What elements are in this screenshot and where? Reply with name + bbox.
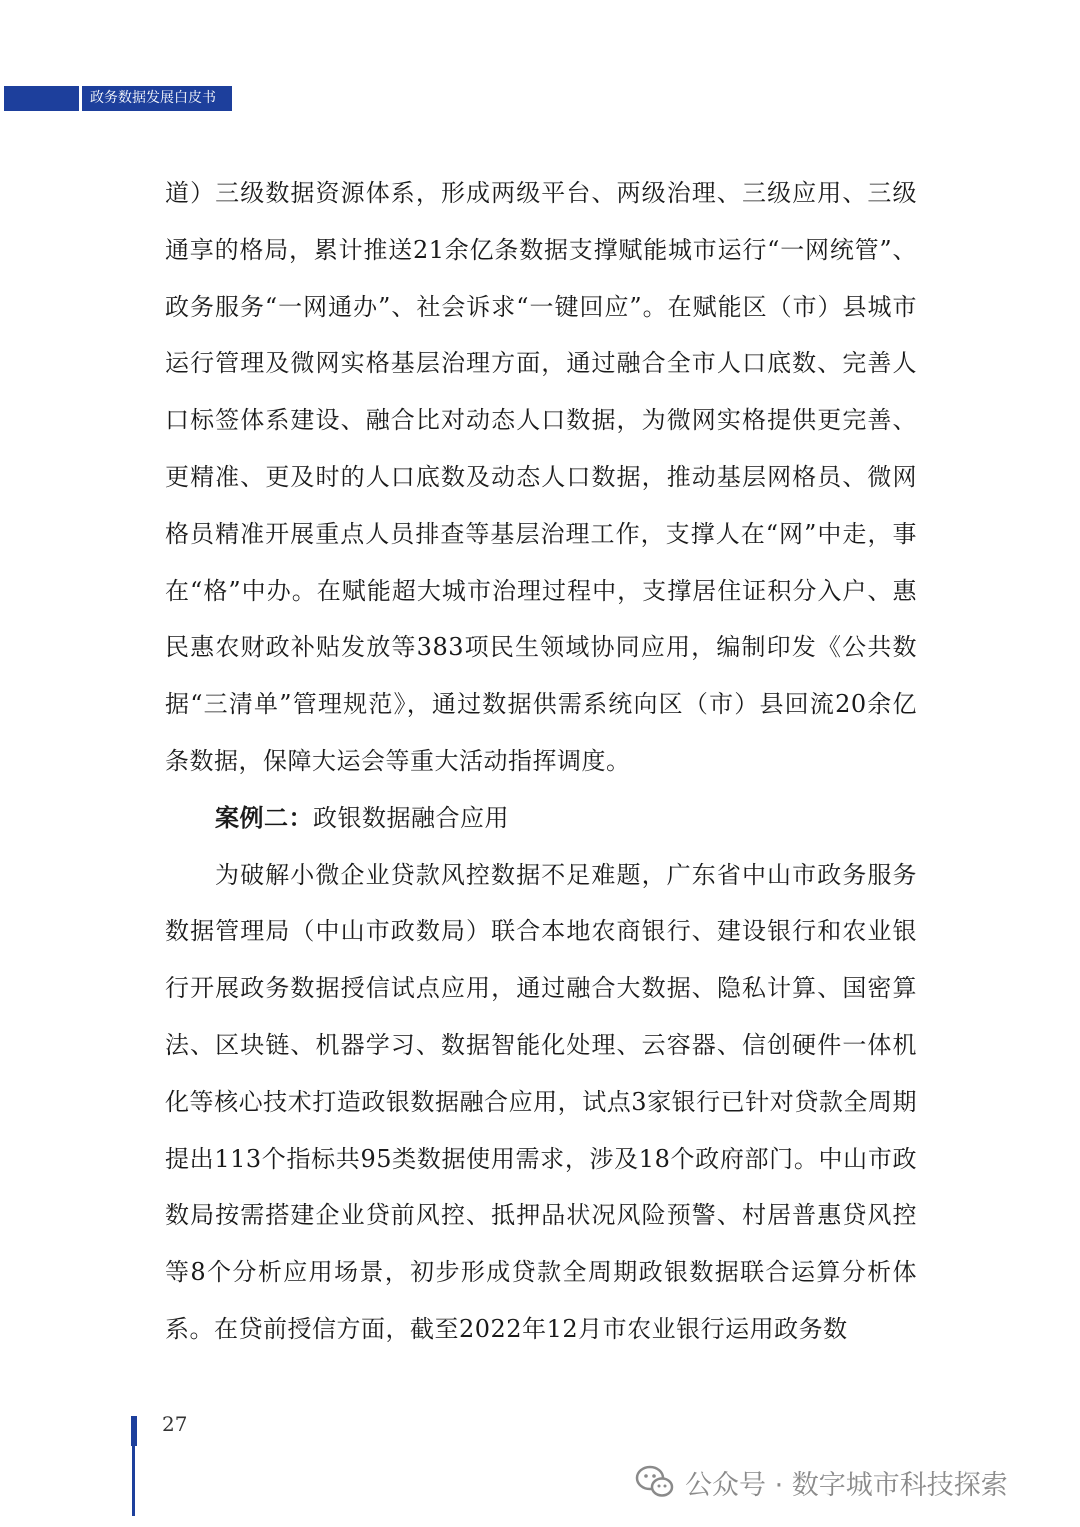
header-accent-block bbox=[4, 86, 79, 111]
case-heading bbox=[165, 790, 917, 847]
wechat-watermark bbox=[635, 1462, 1008, 1502]
case-label: 案例二： bbox=[215, 802, 313, 832]
page-number: 27 bbox=[162, 1412, 188, 1436]
running-header bbox=[0, 86, 232, 111]
footer-rule-accent bbox=[131, 1416, 137, 1446]
header-title: 政务数据发展白皮书 bbox=[82, 86, 232, 111]
case-title: 政银数据融合应用 bbox=[313, 803, 509, 832]
paragraph-continued: 道）三级数据资源体系，形成两级平台、两级治理、三级应用、三级通享的格局，累计推送21余亿条数据支撑赋能城市运行“一网统管”、政务服务“一网通办”、社会诉求“一键回应”。在赋能区（市）县城市运行管理及微网实格基层治理方面，通过融合全市人口底数、完善人口标签体系建设、融合比对动态人口数据，为微网实格提供更完善、更精准、更及时的人口底数及动态人口数据，推动基层网格员、微网格员精准开展重点人员排查等基层治理工作，支撑人在“网”中走，事在“格”中办。在赋能超大城市治理过程中，支撑居住证积分入户、惠民惠农财政补贴发放等383项民生领域协同应用，编制印发《公共数据“三清单”管理规范》，通过数据供需系统向区（市）县回流20余亿条数据，保障大运会等重大活动指挥调度。 bbox=[165, 179, 917, 775]
wechat-icon bbox=[635, 1465, 675, 1499]
watermark-text: 公众号 · 数字城市科技探索 bbox=[685, 1469, 1008, 1501]
body-content bbox=[165, 165, 917, 1358]
paragraph-case-two: 为破解小微企业贷款风控数据不足难题，广东省中山市政务服务数据管理局（中山市政数局）联合本地农商银行、建设银行和农业银行开展政务数据授信试点应用，通过融合大数据、隐私计算、国密算法、区块链、机器学习、数据智能化处理、云容器、信创硬件一体机化等核心技术打造政银数据融合应用，试点3家银行已针对贷款全周期提出113个指标共95类数据使用需求，涉及18个政府部门。中山市政数局按需搭建企业贷前风控、抵押品状况风险预警、村居普惠贷风控等8个分析应用场景，初步形成贷款全周期政银数据联合运算分析体系。在贷前授信方面，截至2022年12月市农业银行运用政务数 bbox=[165, 860, 917, 1343]
